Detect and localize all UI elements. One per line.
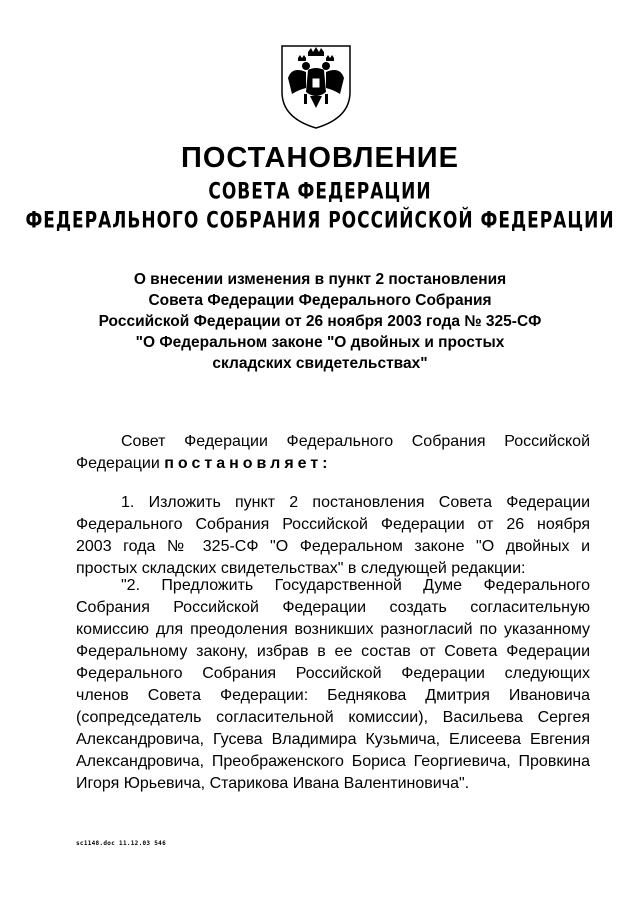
- text-line: (сопредседатель согласительной комиссии), Васильева Сергея: [76, 709, 590, 726]
- heading-line: складских свидетельствах": [212, 355, 428, 372]
- preamble-paragraph: [76, 431, 590, 475]
- text-line: "2. Предложить Государственной Думе Федерального: [121, 577, 590, 594]
- text-line: членов Совета Федерации: Беднякова Дмитрия Ивановича: [76, 687, 590, 704]
- text-line: простых складских свидетельствах" в следующей редакции:: [76, 560, 526, 577]
- clause-1-paragraph: [76, 492, 590, 580]
- text-line: Совет Федерации Федерального Собрания Российской: [121, 433, 590, 450]
- issuer-line-2: ФЕДЕРАЛЬНОГО СОБРАНИЯ РОССИЙСКОЙ ФЕДЕРАЦИИ: [25, 208, 615, 234]
- text-line: Собрания Российской Федерации создать согласительную: [76, 599, 590, 616]
- issuer-line-1: СОВЕТА ФЕДЕРАЦИИ: [208, 179, 432, 205]
- text-line: Александровича, Гусева Владимира Кузьмича, Елисеева Евгения: [76, 731, 590, 748]
- text-line: комиссию для преодоления возникших разногласий по указанному: [76, 621, 590, 638]
- text-line: Федеральному закону, избрав в ее состав от Совета Федерации: [76, 643, 590, 660]
- decree-word: постановляет:: [164, 455, 332, 472]
- resolution-heading: [0, 269, 640, 374]
- text-line: 2003 года № 325-СФ "О Федеральном законе "О двойных и: [76, 538, 590, 555]
- document-title: ПОСТАНОВЛЕНИЕ: [181, 142, 459, 174]
- russian-coat-of-arms-icon: [278, 42, 354, 130]
- text-fragment: Федерации: [76, 455, 165, 472]
- text-line: Игоря Юрьевича, Старикова Ивана Валентиновича".: [76, 775, 470, 792]
- text-line: Федерального Собрания Российской Федерации следующих: [76, 665, 590, 682]
- text-line: Федерального Собрания Российской Федерации от 26 ноября: [76, 516, 590, 533]
- text-line: Александровича, Преображенского Бориса Георгиевича, Провкина: [76, 753, 590, 770]
- heading-line: О внесении изменения в пункт 2 постановления: [133, 271, 507, 288]
- heading-line: "О Федеральном законе "О двойных и простых: [135, 334, 505, 351]
- file-info-footer: sс1148.doc 11.12.03 546: [76, 840, 166, 847]
- text-line: 1. Изложить пункт 2 постановления Совета Федерации: [121, 494, 590, 511]
- heading-line: Совета Федерации Федерального Собрания: [148, 292, 492, 309]
- heading-line: Российской Федерации от 26 ноября 2003 года № 325-СФ: [98, 313, 542, 330]
- text-line: [76, 453, 590, 475]
- clause-2-paragraph: [76, 575, 590, 795]
